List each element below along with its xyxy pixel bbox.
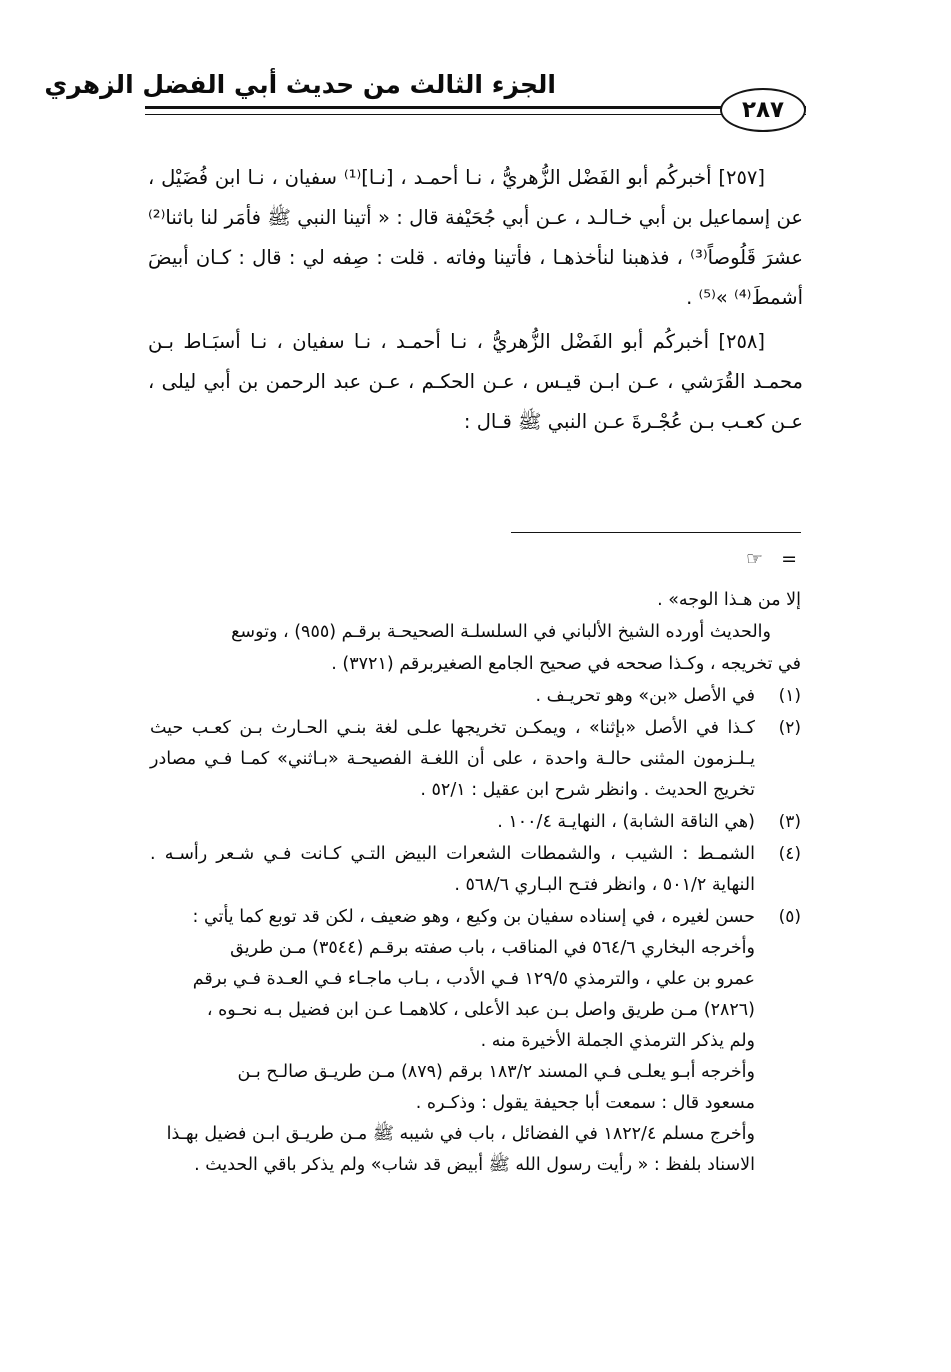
footnote-divider xyxy=(511,532,801,533)
footnote-marker-4: (٤) xyxy=(778,844,801,864)
footnotes-section xyxy=(150,585,801,1182)
footnote-item-3 xyxy=(150,807,801,838)
continuation-mark: = ☞ xyxy=(746,548,803,570)
footnote-intro-line-1: إلا من هـذا الوجه» . xyxy=(657,590,801,610)
footnote-2-line-1: كـذا في الأصل «بإثنا» ، ويمكـن تخريجها علـى لغة بنـي الحـارث بـن كعـب xyxy=(191,718,755,738)
footnote-marker-1: (١) xyxy=(778,686,801,706)
page-number-badge xyxy=(720,88,806,132)
hadith-257-line-3: النبي ﷺ فأمَر لنا باثنا⁽²⁾ عشرَ قَلُوصاً⁽³⁾ ، فذهبنا لنأخذهـا ، فأتينا وفاته . xyxy=(148,206,803,269)
footnote-5-line-4: (٢٨٢٦) مـن طريق واصل بـن عبد الأعلى ، كلاهمـا عـن ابن فضيل بـه نحـوه ، xyxy=(206,1000,755,1020)
footnote-5-line-5: ولم يذكر الترمذي الجملة الأخيرة منه . xyxy=(480,1031,755,1051)
hadith-258-line-3: عبد الرحمن بن أبي ليلى ، عـن كعـب بـن عُجْـرةَ عـن النبي ﷺ قـال : xyxy=(148,370,803,433)
footnote-intro-line-3: في تخريجه ، وكـذا صححه في صحيح الجامع الصغيربرقم (٣٧٢١) . xyxy=(331,654,801,674)
footnote-body-4 xyxy=(150,839,755,901)
hadith-257-line-4: قلت : صِفه لي : قال : كـان أبيضَ أشمطَ⁽⁴⁾ »⁽⁵⁾ . xyxy=(148,246,803,309)
footnote-5-line-8: وأخرج مسلم ١٨٢٢/٤ في الفضائل ، باب في شيبه ﷺ مـن طريـق ابـن فضيل بهـذا xyxy=(166,1124,755,1144)
footnote-5-line-1: حسن لغيره ، في إسناده سفيان بن وكيع ، وهو ضعيف ، لكن قد توبع كما يأتي : xyxy=(192,907,755,927)
footnote-marker-3: (٣) xyxy=(778,812,801,832)
hadith-paragraph-257 xyxy=(148,158,803,318)
book-title: الجزء الثالث من حديث أبي الفضل الزهري xyxy=(44,70,556,99)
hadith-257-line-1: [٢٥٧] أخبركُم أبو الفَضْل الزُّهريُّ ، نـا أحمـد ، [نـا]⁽¹⁾ سفيان ، xyxy=(271,166,765,189)
footnote-item-4 xyxy=(150,839,801,901)
footnote-body-2 xyxy=(150,713,755,806)
footnote-5-line-6: وأخرجه أبـو يعلـى فـي المسند ١٨٣/٢ برقم (٨٧٩) مـن طريـق صالـح بـن xyxy=(237,1062,755,1082)
footnote-marker-2: (٢) xyxy=(778,718,801,738)
footnote-body-3: (هي الناقة الشابة) ، النهايـة ١٠٠/٤ . xyxy=(497,812,755,832)
hadith-258-line-2: أسبَـاط بـن محمـد القُرَشي ، عـن ابـن قيـس ، عـن الحكـم ، عـن xyxy=(148,330,803,393)
page-number: ٢٨٧ xyxy=(741,97,785,123)
footnote-2-line-3: مصادر تخريج الحديث . وانظر شرح ابن عقيل : ٥٢/١ . xyxy=(150,749,755,800)
footnote-body-1: في الأصل «بن» وهو تحريـف . xyxy=(535,686,755,706)
footnote-body-5 xyxy=(150,902,755,1181)
header-divider xyxy=(145,106,806,109)
footnote-2-line-2: حيث يـلـزمون المثنى حالـة واحدة ، على أن اللغـة الفصيحـة «بـاثني» كمـا فـي xyxy=(150,718,755,769)
footnote-item-5 xyxy=(150,902,801,1181)
footnote-5-line-9: الاسناد بلفظ : « رأيت رسول الله ﷺ أبيض قد شاب» ولم يذكر باقي الحديث . xyxy=(194,1155,755,1175)
hadith-258-line-1: [٢٥٨] أخبركُم أبو الفَضْل الزُّهريُّ ، نـا أحمـد ، نـا سفيان ، نـا xyxy=(250,330,766,353)
footnote-intro-line-2: والحديث أورده الشيخ الألباني في السلسلـة الصحيحـة برقـم (٩٥٥) ، وتوسع xyxy=(231,622,771,642)
footnote-5-line-2: وأخرجه البخاري ٥٦٤/٦ في المناقب ، باب صفته برقـم (٣٥٤٤) مـن طريق xyxy=(230,938,755,958)
footnote-4-line-1: الشمـط : الشيب ، والشمطات الشعرات البيض التـي كـانت فـي شـعر رأسـه . xyxy=(150,844,755,864)
page-header xyxy=(44,70,806,140)
footnote-item-2 xyxy=(150,713,801,806)
footnote-5-line-3: عمرو بن علي ، والترمذي ١٢٩/٥ فـي الأدب ، بـاب ماجـاء فـي العـدة فـي برقم xyxy=(192,969,755,989)
footnote-4-line-2: النهاية ٥٠١/٢ ، وانظر فتـح البـاري ٥٦٨/٦ . xyxy=(454,875,755,895)
hadith-257-line-2: نـا ابن فُضَيْل ، عن إسماعيل بن أبي خـالـد ، عـن أبي جُحَيْفة قال : « أتينا xyxy=(148,166,803,229)
main-text xyxy=(148,158,803,446)
hadith-paragraph-258 xyxy=(148,322,803,442)
footnote-item-1 xyxy=(150,681,801,712)
footnote-marker-5: (٥) xyxy=(778,907,801,927)
footnote-5-line-7: مسعود قال : سمعت أبا جحيفة يقول : وذكـره . xyxy=(415,1093,755,1113)
